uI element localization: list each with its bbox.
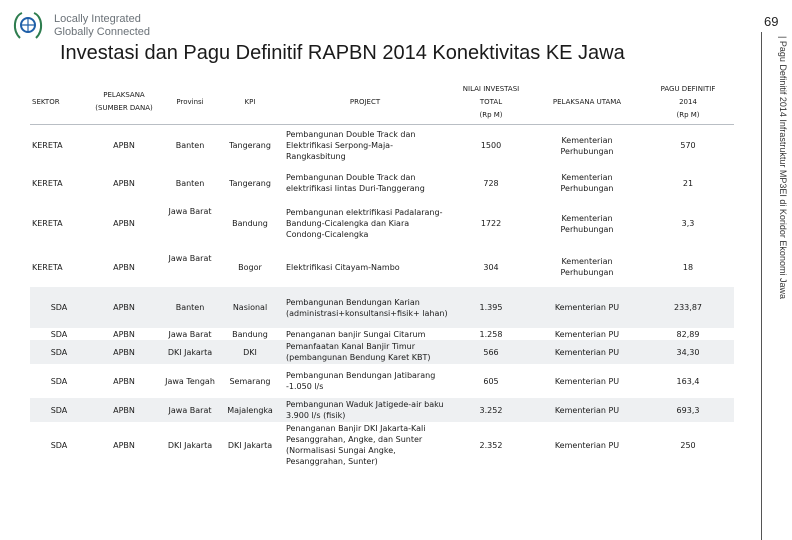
cell-provinsi: Jawa Barat xyxy=(168,207,212,216)
table-row xyxy=(30,166,734,200)
table-row xyxy=(30,422,734,468)
col-nilai-investasi xyxy=(450,80,532,125)
cell-sumber: APBN xyxy=(88,340,160,364)
col-nilai-line-3: (Rp M) xyxy=(479,110,503,119)
cell-provinsi: Banten xyxy=(160,287,220,328)
col-pagu-line-2: 2014 xyxy=(679,97,697,106)
cell-project: Penanganan banjir Sungai Citarum xyxy=(286,329,426,339)
cell-pagu: 34,30 xyxy=(642,340,734,364)
cell-pagu: 233,87 xyxy=(642,287,734,328)
cell-pagu: 3,3 xyxy=(681,219,695,228)
table-row xyxy=(30,340,734,364)
cell-project: Elektrifikasi Citayam-Nambo xyxy=(286,262,400,272)
cell-kpi: Tangerang xyxy=(229,178,271,188)
cell-sektor: KERETA xyxy=(32,262,63,272)
cell-kpi: Tangerang xyxy=(229,141,271,150)
col-nilai-line-1: NILAI INVESTASI xyxy=(462,84,520,93)
col-nilai-line-2: TOTAL xyxy=(479,97,503,106)
col-project: PROJECT xyxy=(280,80,450,125)
col-kpi: KPI xyxy=(220,80,280,125)
cell-sektor: SDA xyxy=(30,340,88,364)
col-pelaksana-utama: PELAKSANA UTAMA xyxy=(532,80,642,125)
logo-line-2: Globally Connected xyxy=(54,26,151,38)
cell-project: Pembangunan Bendungan Karian (administrasi+konsultansi+fisik+ lahan) xyxy=(280,287,450,328)
cell-sektor: KERETA xyxy=(32,219,63,228)
cell-project: Pembangunan Double Track dan Elektrifikasi Serpong-Maja-Rangkasbitung xyxy=(286,130,416,161)
cell-kpi: Semarang xyxy=(229,376,271,386)
table-row xyxy=(30,364,734,398)
cell-pagu: 250 xyxy=(680,440,696,450)
cell-sektor: SDA xyxy=(50,376,68,386)
cell-kpi: DKI Jakarta xyxy=(227,440,273,450)
cell-provinsi: Jawa Tengah xyxy=(165,376,215,386)
cell-pelaksana: Kementerian PU xyxy=(532,340,642,364)
cell-nilai: 1.258 xyxy=(479,329,503,339)
cell-nilai: 728 xyxy=(483,178,499,188)
cell-sumber: APBN xyxy=(113,440,135,450)
cell-pagu: 21 xyxy=(682,178,694,188)
page-title: Investasi dan Pagu Definitif RAPBN 2014 Konektivitas KE Jawa xyxy=(60,42,625,64)
cell-sektor: SDA xyxy=(30,287,88,328)
cell-provinsi: Jawa Barat xyxy=(168,329,212,339)
table-row xyxy=(30,200,734,247)
cell-kpi: Nasional xyxy=(220,287,280,328)
investment-table xyxy=(30,80,734,468)
cell-pelaksana: Kementerian PU xyxy=(532,287,642,328)
cell-provinsi: Jawa Barat xyxy=(160,398,220,422)
table-row xyxy=(30,398,734,422)
sidebar-divider xyxy=(761,32,762,540)
cell-pagu: 82,89 xyxy=(676,329,700,339)
cell-kpi: Bandung xyxy=(232,219,268,228)
cell-pelaksana: Kementerian Perhubungan xyxy=(560,257,614,277)
cell-provinsi: DKI Jakarta xyxy=(160,340,220,364)
cell-kpi: Bandung xyxy=(232,329,268,339)
table-row xyxy=(30,328,734,340)
cell-sektor: SDA xyxy=(50,329,68,339)
cell-nilai: 1.395 xyxy=(450,287,532,328)
cell-pagu: 570 xyxy=(680,141,696,150)
cell-project: Pembangunan elektrifikasi Padalarang- Bandung-Cicalengka dan Kiara Condong-Cicalengka xyxy=(286,208,443,239)
cell-sektor: KERETA xyxy=(32,141,63,150)
col-pagu-definitif xyxy=(642,80,734,125)
cell-provinsi: Jawa Barat xyxy=(168,254,212,263)
cell-pelaksana: Kementerian Perhubungan xyxy=(560,173,614,193)
cell-provinsi: DKI Jakarta xyxy=(167,440,213,450)
cell-pelaksana: Kementerian PU xyxy=(554,440,620,450)
cell-pelaksana: Kementerian Perhubungan xyxy=(560,135,614,156)
cell-sumber: APBN xyxy=(113,141,135,150)
col-pelaksana-line-2: (SUMBER DANA) xyxy=(95,104,153,112)
cell-nilai: 1500 xyxy=(480,141,502,150)
cell-pagu: 163,4 xyxy=(676,376,700,386)
cell-kpi: Majalengka xyxy=(220,398,280,422)
col-provinsi: Provinsi xyxy=(160,80,220,125)
cell-sumber: APBN xyxy=(88,398,160,422)
cell-provinsi: Banten xyxy=(175,141,205,150)
logo xyxy=(10,10,150,44)
cell-project: Pembangunan Bendungan Jatibarang -1.050 l/s xyxy=(286,371,436,391)
col-pelaksana-sumber xyxy=(88,80,160,125)
sidebar-caption: | Pagu Definitif 2014 Infrastruktur MP3EI di Koridor Ekonomi Jawa xyxy=(778,36,788,299)
cell-nilai: 2.352 xyxy=(479,440,503,450)
cell-sumber: APBN xyxy=(113,329,135,339)
cell-pelaksana: Kementerian PU xyxy=(554,329,620,339)
logo-line-1: Locally Integrated xyxy=(54,13,141,25)
cell-project: Pembangunan Waduk Jatigede-air baku 3.900 l/s (fisik) xyxy=(280,398,450,422)
table-row xyxy=(30,247,734,287)
cell-pagu: 18 xyxy=(682,262,694,272)
cell-sumber: APBN xyxy=(113,219,135,228)
cell-project: Penanganan Banjir DKI Jakarta-Kali Pesanggrahan, Angke, dan Sunter (Normalisasi Sungai Angke, Pesanggrahan, Sunter) xyxy=(286,424,426,466)
cell-pelaksana: Kementerian Perhubungan xyxy=(560,213,614,234)
col-sektor: SEKTOR xyxy=(30,80,88,125)
cell-sumber: APBN xyxy=(113,376,135,386)
cell-nilai: 566 xyxy=(450,340,532,364)
cell-sektor: SDA xyxy=(30,398,88,422)
cell-project: Pemanfaatan Kanal Banjir Timur (pembangunan Bendung Karet KBT) xyxy=(280,340,450,364)
table-row xyxy=(30,125,734,167)
cell-sumber: APBN xyxy=(113,178,135,188)
col-pagu-line-3: (Rp M) xyxy=(676,110,700,119)
cell-sektor: SDA xyxy=(50,440,68,450)
logo-text xyxy=(54,13,150,39)
col-pelaksana-line-1: PELAKSANA xyxy=(103,91,145,99)
cell-kpi: DKI xyxy=(220,340,280,364)
sidebar xyxy=(752,0,792,540)
cell-nilai: 304 xyxy=(483,262,499,272)
cell-pagu: 693,3 xyxy=(642,398,734,422)
col-pagu-line-1: PAGU DEFINITIF xyxy=(660,84,716,93)
cell-provinsi: Banten xyxy=(175,178,205,188)
cell-pelaksana: Kementerian PU xyxy=(532,398,642,422)
cell-sumber: APBN xyxy=(113,262,135,272)
cell-nilai: 3.252 xyxy=(450,398,532,422)
cell-kpi: Bogor xyxy=(238,262,262,272)
cell-sektor: KERETA xyxy=(32,178,63,188)
table-row xyxy=(30,287,734,328)
page-number: 69 xyxy=(764,14,779,29)
logo-globe-icon xyxy=(10,10,46,42)
cell-sumber: APBN xyxy=(88,287,160,328)
cell-nilai: 605 xyxy=(483,376,499,386)
table-header-row xyxy=(30,80,734,125)
cell-pelaksana: Kementerian PU xyxy=(554,376,620,386)
cell-project: Pembangunan Double Track dan elektrifikasi lintas Duri-Tanggerang xyxy=(286,173,425,193)
cell-nilai: 1722 xyxy=(480,219,502,228)
